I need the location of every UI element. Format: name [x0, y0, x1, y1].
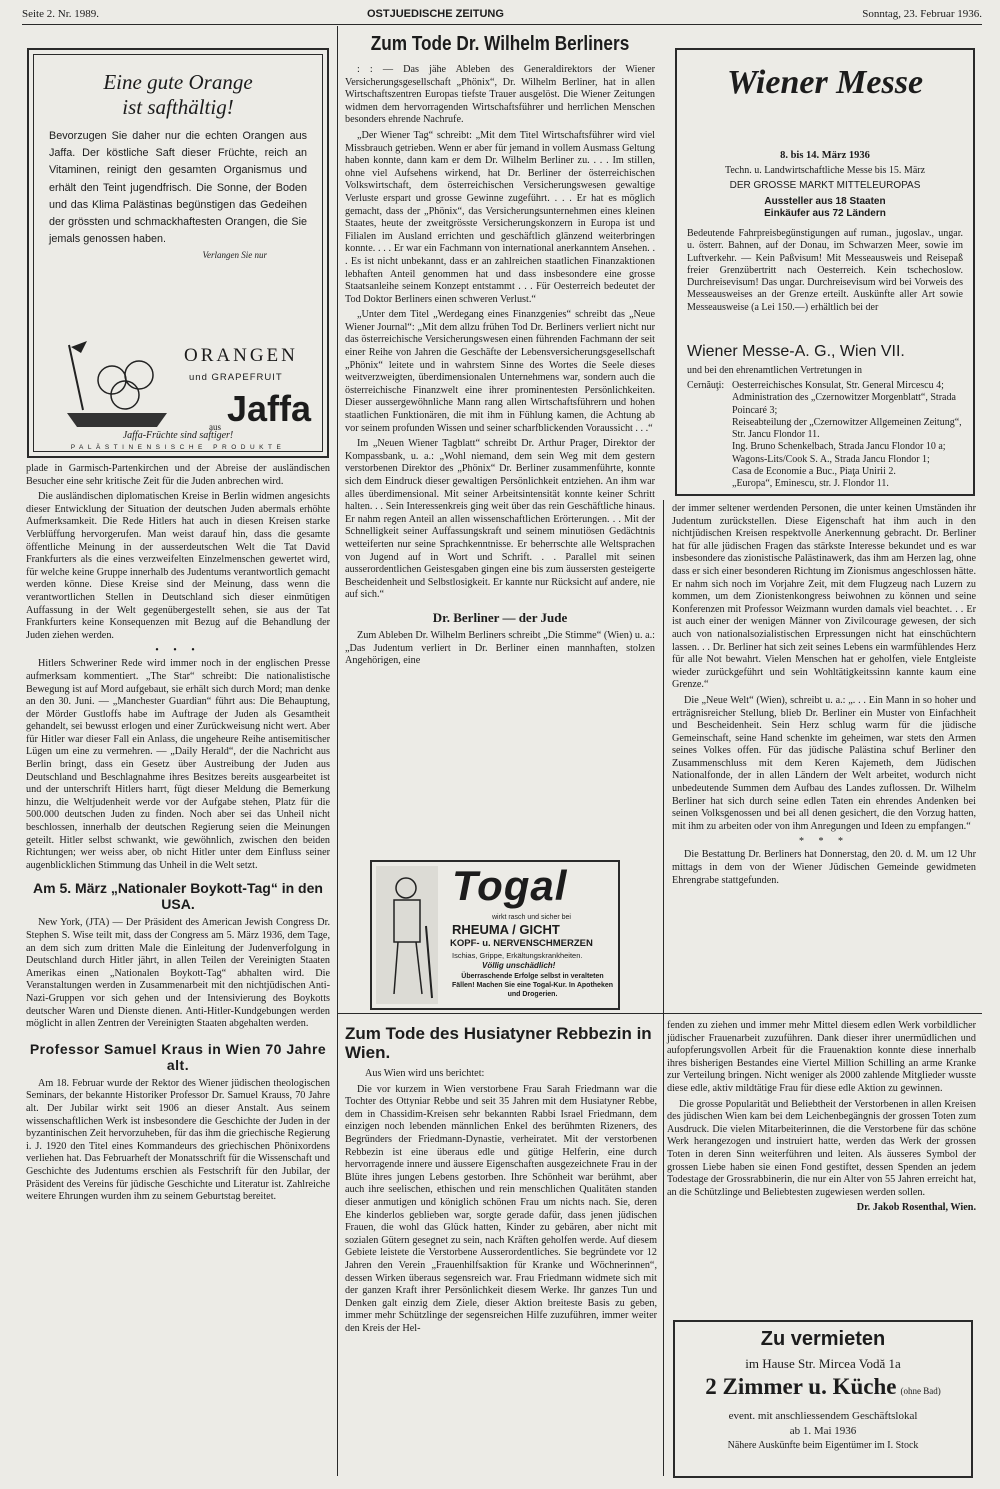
- jude-headline: Dr. Berliner — der Jude: [432, 609, 568, 625]
- messe-exhibitors: Aussteller aus 18 Staaten: [764, 196, 886, 207]
- header-date: Sonntag, 23. Februar 1936.: [862, 8, 982, 20]
- seated-man-icon: [376, 866, 438, 1004]
- header-page-number: Seite 2. Nr. 1989.: [22, 8, 99, 20]
- messe-reps-intro: und bei den ehrenamtlichen Vertretungen in: [687, 365, 863, 376]
- messe-techn: Techn. u. Landwirtschaftliche Messe bis 15. März: [724, 165, 926, 176]
- messe-title: Wiener Messe: [726, 64, 924, 101]
- kraus-body: Am 18. Februar wurde der Rektor des Wiener jüdischen theologischen Seminars, der bekannte Historiker Professor Dr. Samuel Krauss, 70 Jahre alt. Der Jubilar wirkt seit 1906 an dieser Anstalt. Aus seinem wissenschaftlichen Werk ist insbesondere die Geschichte der Juden in der byzantinischen Zeit hervorzuheben, für das ihm die griechische Regierung i. J. 1920 den Titel eines Kommandeurs des griechischen Phönixordens verliehen hat. Das Februarheft der Monatsschrift für die Wissenschaft und Geschichte des Judentums erschien als Festschrift für den Jubilar, der Präsident des Vereins für jüdische Geschichte und Literatur ist. Zahlreiche weitere Ehrungen wurden ihm zu seinem Geburtstag bereitet.: [26, 1077, 330, 1203]
- jaffa-ad-title-line1: Eine gute Orange: [103, 70, 253, 94]
- jude-body: Zum Ableben Dr. Wilhelm Berliners schreibt „Die Stimme“ (Wien) u. a.: „Das Judentum verliert in Dr. Berliner einen mannhaften, stolzen Angehörigen, eine: [345, 629, 655, 667]
- messe-market: DER GROSSE MARKT MITTELEUROPAS: [729, 180, 921, 191]
- messe-rep-1: Oesterreichisches Konsulat, Str. General Mircescu 4;: [732, 380, 944, 391]
- jaffa-ad-aus: aus: [209, 422, 221, 432]
- col1-paragraph-2: Die ausländischen diplomatischen Kreise in Berlin widmen angesichts dieser Entwicklung der Situation der deutschen Juden abermals erhöhte Aufmerksamkeit. Die Rede Hitlers hat auch in diesen Kreisen starke Verblüffung hervorgerufen. Man weist darauf hin, dass die gesamte öffentliche Meinung in der ausserdeutschen Welt die Tat David Frankfurters als die eines verzweifelten Einzelmenschen gewertet wird, für welche keine Gruppe innerhalb des Judentums verantwortlich gemacht werden könne. Diese Kreise sind der Meinung, dass wenn die verantwortlichen Stellen in Deutschland sich dieser einmütigen Auffassung in der Welt gegenübergestellt sehen, sie aus der Tat Frankfurters keine Konsequenzen mit Bezug auf die Behandlung der Juden ziehen werden.: [26, 491, 330, 641]
- rebbezin-top-rule: [338, 1013, 982, 1014]
- berliner-paragraph-2: „Der Wiener Tag“ schreibt: „Mit dem Titel Wirtschaftsführer wird viel Missbrauch getrieben. Wenn er aber für jemand in vollem Ausmass Geltung haben konnte, dann kam er dem Dr. Wilhelm Berliner zu. . . . Im stillen, ohne viel Aufsehens wirkend, hat Dr. Berliner der österreichischen Volkswirtschaft, dem österreichischen Versicherungswesen gewaltige Verluste erspart und grosse Gewinne zugeführt. . . . Er hat es möglich gemacht, dass der „Phönix“, das Versicherungsunternehmen eines kleinen Staates, heute der zweitgrösste Versicherungskonzern in Europa ist und Filialen im Ausland errichten und geschäftlich glänzend weiterbringen konnte. . . . Er war ein Fachmann von international anerkanntem Ansehen. . . Es ist nicht unbekannt, dass er an zahlreichen staatlichen Finanzaktionen lebhaften Anteil genommen hat und dass insbesondere eine grosse Staatsanleihe seinem Konzept entstammt . . . Für Oesterreich bedeutet der Tod Doktor Berliners einen schweren Verlust.“: [345, 129, 655, 305]
- messe-rep-3: Reiseabteilung der „Czernowitzer Allgemeinen Zeitung“, Str. Jancu Flondor 11.: [732, 416, 962, 441]
- col3-paragraph-1: der immer seltener werdenden Personen, die unter keinen Umständen ihr Judentum zurückstellen. Diese Eigenschaft hat ihm auch in den nichtjüdischen Kreisen respektvolle Anerkennung gebracht. Dr. Berliner hat für alle jüdischen Fragen das stärkste Interesse bekundet und es war insbesondere das zionistische Palästinawerk, das ihm am Herzen lag, ohne dass er sich einer besonderen Richtung im Zionismus angeschlossen hätte. Er nahm sich noch im Vorjahre Zeit, mit dem Flugzeug nach Luzern zu kommen, um dem Zionistenkongress beiwohnen zu können und seine Konferenzen mit Professor Weizmann wurden damals viel beachtet. . . Er ist auch einer der wenigen Männer von Zivilcourage gewesen, der sich auch von nationalsozialistischen Erpressungen nicht hat einschüchtern lassen. . . Dr. Berliner hat sich zeit seines Lebens ein warmfühlendes Herz für alle Not bewahrt. Vielen Menschen hat er geholfen, viele Entgleiste wieder zurückgeführt und sein Wohltätigkeitssinn kannte kaum eine Grenze.“: [672, 503, 976, 691]
- berliner-paragraph-4: Im „Neuen Wiener Tagblatt“ schreibt Dr. Arthur Prager, Direktor der Kompassbank, u. a.: „Wohl niemand, dem sein Weg mit dem gestern verstorbenen Direktor des „Phönix“ Dr. Berliner zusammenführte, konnte sich dem Eindruck dieser gewaltigen Persönlichkeit entziehen. An ihm war alles überdimensional. Mit seiner Arbeitsintensität konnte keiner Schritt halten. . . Sein Interessenkreis ging weit über das rein Geschäftliche hinaus. Er nahm regen Anteil an allen wissenschaftlichen Erörterungen. . . Mit der Schnelligkeit seiner Auffassungskraft und seinem minutiösen Gedächtnis wetteiferten nur seine Sprachkenntnisse. Er beherrschte alle Weltsprachen von Jugend auf in Wort und Schrift. . . Parallel mit seinen ausserordentlichen Geistesgaben gingen eine bis zum äussersten gesteigerte Bescheidenheit und Selbstlosigkeit. Er kannte nur Rücksicht auf andere, nie auf sich.“: [345, 438, 655, 601]
- messe-dates: 8. bis 14. März 1936: [780, 150, 870, 161]
- rebbezin-paragraph-3: Die grosse Popularität und Beliebtheit der Verstorbenen in allen Kreisen des jüdischen Wien kam bei dem Leichenbegängnis der grossen Toten zum Ausdruck. Die vielen Mitarbeiterinnen, die die Verstorbene für das schöne Werk herangezogen und instruiert hatte, werden das Werk der grossen Toten in deren Sinn weiterführen und leiten. Als äusseres Symbol der grossen Liebe haben sie einen Fond gestiftet, dessen Spenden an jedem Todestage der Grossrabbinerin, die nur ein Alter von 55 Jahren erreicht hat, an die Schützlinge und Beliebtesten zugewiesen werden sollen.: [667, 1098, 976, 1198]
- column-divider-1: [337, 26, 338, 1476]
- vermieten-bath: (ohne Bad): [900, 1386, 941, 1396]
- berliner-paragraph-3: „Unter dem Titel „Werdegang eines Finanzgenies“ schreibt das „Neue Wiener Journal“: „Mit dem allzu frühen Tod Dr. Berliners verliert nicht nur das österreichische Versicherungswesen einen führenden Fachmann der seit einer Reihe von Jahren die Geschäfte der Lebensversicherungsgesellschaft „Phönix“ leitete und in wahrstem Sinne des Wortes die Seele dieses weitverzweigten, überdimensionalen Unternehmens war, sondern auch die österreichische Finanzwelt eine ihrer prominentesten Persönlichkeiten. Dieser aussergewöhnliche Mann rang allen Wirtschaftsführern und hohen staatlichen Funktionären, die mit ihm in Fühlung kamen, die Achtung ab vor seinem profunden Wissen und seiner scharfblickenden Voraussicht . . .“: [345, 309, 655, 434]
- messe-rep-2: Administration des „Czernowitzer Morgenblatt“, Strada Poincaré 3;: [732, 392, 956, 416]
- vermieten-date: ab 1. Mai 1936: [789, 1425, 857, 1437]
- berliner-paragraph-1: : : — Das jähe Ableben des Generaldirektors der Wiener Versicherungsgesellschaft „Phönix“, Dr. Wilhelm Berliner, hat in allen Wirtschaftszentren Europas tiefste Trauer ausgelöst. Die Wiener Zeitungen widmen dem hervorragenden Wirtschaftsführer und herrlichen Menschen besonders ehrende Nachrufe.: [345, 64, 655, 126]
- rebbezin-paragraph-1: Die vor kurzem in Wien verstorbene Frau Sarah Friedmann war die Tochter des Ottyniar Rebbe und seit 35 Jahren mit dem Husiatyner Rebbe, dem in Chassidim-Kreisen sehr bekannten Rabbi Israel Friedmann, dem einzigen noch lebenden männlichen Enkel des berühmten Rizeners, des Begründers der Friedmann-Dynastie, verheiratet. Mit der verstorbenen Rebbezin ist eine überaus edle und gütige Helferin, eine durch hervorragende innere und äussere Eigenschaften ausgezeichnete Frau in der Blüte ihres jungen Lebens gestorben. Ihre Schönheit war berühmt, aber auch ihre seelischen, ethischen und rein menschlichen Qualitäten standen dieser anmutigen und königlich schönen Frau um nichts nach. Sie, deren Ehe kinderlos geblieben war, sorgte gerade dafür, dass jenen jüdischen Frauen, die wohl das Glück hatten, Kinder zu gebären, aber nicht mit sozialen Gütern gesegnet zu sein, nach Kräften geholfen werde. Auf diesem Gebiete leistete die Verstorbene Ausserordentliches. Sie begründete vor 12 Jahren den Verein „Frauenhilfsaktion für Kranke und Wöchnerinnen“, dessen Wirken überaus segensreich war. Frau Friedmann widmete sich mit der ganzen Kraft ihrer Persönlichkeit diesem Werke. Ihr ganzes Tun und Denken galt einzig dem Ziele, dieser Aktion breiteste Basis zu geben, immer mehr Schützlinge der segensreichen Hilfe zuzuführen, immer weiter den Kreis der Hel-: [345, 1083, 657, 1334]
- jaffa-ad-title-line2: ist safthältig!: [122, 95, 234, 119]
- vermieten-title: Zu vermieten: [760, 1328, 886, 1350]
- jaffa-ad-grapefruit: und GRAPEFRUIT: [189, 372, 283, 383]
- rebbezin-headline: Zum Tode des Husiatyner Rebbezin in Wien.: [345, 1024, 652, 1062]
- col3-separator: * * *: [799, 836, 849, 848]
- togal-brand: Togal: [452, 862, 568, 909]
- rebbezin-article-right: [667, 1020, 976, 1305]
- vermieten-shop: event. mit anschliessendem Geschäftslokal: [728, 1410, 918, 1422]
- messe-rep-7: „Europa“, Eminescu, str. J. Flondor 11.: [732, 478, 889, 490]
- boykott-headline: Am 5. März „Nationaler Boykott-Tag“ in den USA.: [33, 880, 323, 913]
- page-header: [22, 8, 982, 24]
- col1-separator: • • •: [155, 645, 201, 657]
- col3-paragraph-3: Die Bestattung Dr. Berliners hat Donnerstag, den 20. d. M. um 12 Uhr mittags in dem von der Wiener Jüdischen Gemeinde gewidmeten Ehrengrabe stattgefunden.: [672, 849, 976, 886]
- messe-rep-4: Ing. Bruno Schenkelbach, Strada Jancu Flondor 10 a;: [732, 441, 946, 453]
- kraus-headline: Professor Samuel Kraus in Wien 70 Jahre alt.: [29, 1040, 327, 1073]
- rebbezin-dateline: Aus Wien wird uns berichtet:: [365, 1068, 485, 1079]
- messe-rep-5: Wagons-Lits/Cook S. A., Strada Jancu Flondor 1;: [732, 453, 930, 465]
- jaffa-ad-oranges: ORANGEN: [184, 345, 298, 366]
- messe-company: Wiener Messe-A. G., Wien VII.: [687, 343, 905, 360]
- boykott-body: New York, (JTA) — Der Präsident des American Jewish Congress Dr. Stephen S. Wise teilt mit, dass der Congress am 5. März 1936, dem Tage, an dem sich zum dritten Male die Einleitung der Judenverfolgung in Deutschland durch Hitler jährt, in allen Teilen der Vereinigten Staaten Amerikas einen „Nationalen Boykott-Tag“ abhalten wird. Die Veranstaltungen werden in Zusammenarbeit mit den nichtjüdischen Anti-Nazi-Gruppen vor sich gehen und der Intensivierung des Boykotts deutscher Waren und Dienste dienen. Anti-Hitler-Kundgebungen werden möglicht in allen Zentren der Vereinigten Staaten abgehalten werden.: [26, 917, 330, 1030]
- togal-praise: Überraschende Erfolge selbst in veralteten Fällen! Machen Sie eine Togal-Kur. In Apotheken und Drogerien.: [451, 973, 614, 998]
- vermieten-info: Nähere Auskünfte beim Eigentümer im I. Stock: [727, 1440, 919, 1451]
- togal-kopf: KOPF- u. NERVENSCHMERZEN: [450, 938, 593, 949]
- orange-illustration: [57, 335, 177, 430]
- jaffa-ad-request: Verlangen Sie nur: [202, 250, 267, 261]
- header-newspaper-title: OSTJUEDISCHE ZEITUNG: [367, 8, 504, 20]
- vermieten-address: im Hause Str. Mircea Vodă 1a: [745, 1356, 901, 1371]
- messe-reps-list: [732, 380, 963, 491]
- messe-rep-6: Casa de Economie a Buc., Piaţa Unirii 2.: [732, 466, 896, 478]
- col1-paragraph-1: plade in Garmisch-Partenkirchen und der Abreise der ausländischen Besucher eine sehr kritische Zeit für die Juden anbrechen wird.: [26, 463, 330, 487]
- col3-paragraph-2: Die „Neue Welt“ (Wien), schreibt u. a.: „. . . Ein Mann in so hoher und erträgnisreicher Stellung, blieb Dr. Berliner ein Muster von Einfachheit und Bescheidenheit. Sein Herz schlug warm für die jüdische Gemeinschaft, seine Hand schenkte im geheimen, war stets den Armen seines Volkes offen. Für das jüdische Palästina schuf Berliner den Zusammenschluss mit dem Keren Kajemeth, dem Jüdischen Nationalfonde, der in allen Ländern der Welt arbeitet, wodurch nicht unbedeutende Summen dem Aufbau des Landes zuflossen. Dr. Wilhelm Berliner hat sich durch seine edlen Taten ein ehrendes Andenken bei seinen Volksgenossen und bei all denen gesichert, die den Vorzug hatten, mit ihm zu arbeiten oder von ihm Anregungen und Ideen zu empfangen.“: [672, 694, 976, 832]
- togal-tagline: wirkt rasch und sicher bei: [492, 914, 571, 921]
- jaffa-ad-slogan: Jaffa-Früchte sind saftiger!: [122, 430, 234, 441]
- rebbezin-paragraph-2: fenden zu ziehen und immer mehr Mittel diesem edlen Werk vorbildlicher jüdischer Frauenarbeit zuzuführen. Dank dieser ihrer unermüdlichen und aufopferungsvollen Arbeit für die Frauenaktion konnte diese innerhalb ihres bisherigen Bestandes eine Viertel Million Schilling an arme Kranke zur Verteilung bringen. Nicht weniger als 2000 zahlende Mitglieder wusste diese edle, aktiv mildtätige Frau für diese edle Aktion zu gewinnen.: [667, 1020, 976, 1094]
- togal-ad: [370, 860, 620, 1010]
- jaffa-ad-body: Bevorzugen Sie daher nur die echten Orangen aus Jaffa. Der köstliche Saft dieser Früchte, reich an Vitaminen, reinigt den gesamten Organismus und erhält den Teint jugendfrisch. Die Sonne, der Boden und das Klima Palästinas begünstigen das Gedeihen der grössten und schmackhaftesten Orangen, die Sie jemals genossen haben.: [49, 130, 307, 246]
- messe-buyers: Einkäufer aus 72 Ländern: [764, 208, 886, 219]
- column-1: [26, 463, 330, 1478]
- vermieten-ad: [673, 1320, 973, 1478]
- rebbezin-signature: Dr. Jakob Rosenthal, Wien.: [856, 1202, 976, 1214]
- togal-ad-illustration: [376, 866, 438, 1004]
- col1-paragraph-3: Hitlers Schweriner Rede wird immer noch in der englischen Presse aufmerksam kommentiert. „The Star“ schreibt: Die nationalistische Bewegung ist auf Mord aufgebaut, sie erhält sich durch Mord; man denke an den 30. Juni. — „Manchester Guardian“ führt aus: Die Behauptung, der Mörder Gustloffs habe im Auftrage der Juden als Gesamtheit gehandelt, sei bewusst erlogen und einer Zurückweisung nicht wert. Aber für Hitler war dieser Fall ein Anlass, die ungeheure Reihe antisemitischer Lügen um eine zu vermehren. — „Daily Herald“, der die Nachricht aus Berlin bringt, dass ein Gesetz über Austreibung der Juden aus Deutschland und Beschlagnahme ihres Besitzes bereits ausgearbeitet ist und der unterschrift Hitlers harrt, fügt dieser Meldung die Bemerkung hinzu, die Weltjudenheit werde vor der Aufgabe stehen, Platz für die 500.000 deutschen Juden zu finden. Noch aber sei das Unheil nicht beschlossen, innerhalb der deutschen Regierung seien die Meinungen geteilt. Hitler selbst schwankt, wie gewöhnlich, zwischen den beiden Richtungen; wer weiss aber, ob nicht Hitler unter dem Einfluss seiner augenblicklichen Stimmung das Unheil in die Welt setzt.: [26, 658, 330, 871]
- togal-harmless: Völlig unschädlich!: [482, 961, 556, 970]
- column-3-berliner-continued: [672, 503, 976, 886]
- berliner-headline: Zum Tode Dr. Wilhelm Berliners: [370, 33, 630, 55]
- jaffa-ad-brand: Jaffa: [227, 388, 312, 429]
- rebbezin-article-left: [345, 1018, 657, 1478]
- column-divider-2: [663, 500, 664, 1476]
- column-2-berliner: [345, 30, 655, 866]
- togal-ischias: Ischias, Grippe, Erkältungskrankheiten.: [452, 951, 583, 960]
- messe-body: Bedeutende Fahrpreisbegünstigungen auf ruman., jugoslav., ungar. u. österr. Bahnen, auf der Donau, im Schwarzen Meer, sowie im Luftverkehr. — Kein Paßvisum! Mit Messeausweis und Reisepaß freier Grenzübertritt nach Oesterreich. Kein tschechoslow. Durchreisevisum! Das ungar. Durchreisevisum wird bei Vorweis des Messeausweises an der Grenze erteilt. Auskünfte aller Art sowie Messeausweise (a Lei 150.—) erhältlich bei der: [687, 228, 963, 313]
- messe-reps-city: Cernăuţi:: [687, 380, 725, 391]
- togal-rheuma: RHEUMA / GICHT: [452, 922, 560, 937]
- header-rule: [22, 24, 982, 25]
- orange-basket-icon: [57, 335, 177, 430]
- vermieten-rooms-row: [675, 1374, 971, 1400]
- jaffa-ad-footer: PALÄSTINENSISCHE PRODUKTE: [70, 444, 286, 451]
- wiener-messe-ad: [675, 48, 975, 496]
- vermieten-rooms: 2 Zimmer u. Küche: [705, 1374, 897, 1399]
- jaffa-ad: [27, 48, 329, 458]
